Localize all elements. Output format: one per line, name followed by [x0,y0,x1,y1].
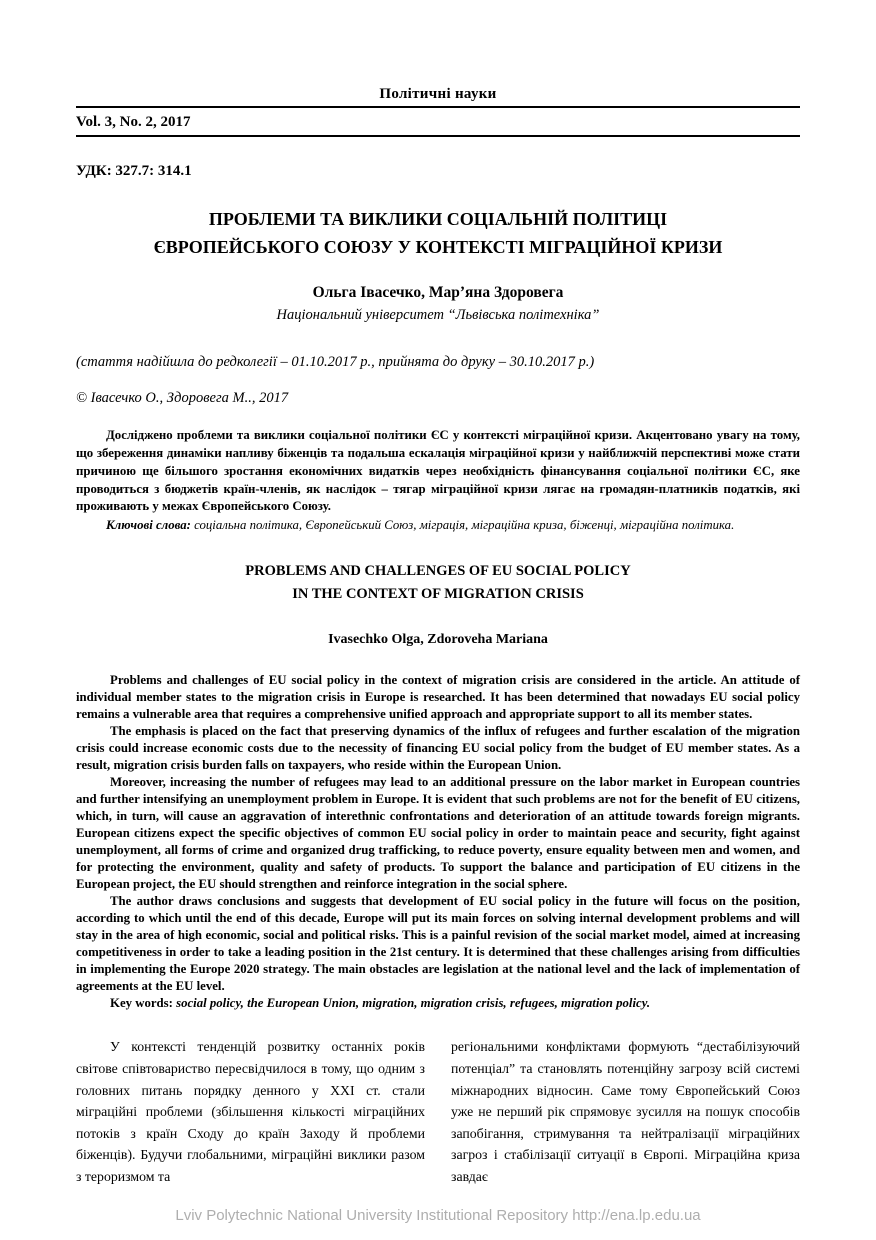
udc-code: УДК: 327.7: 314.1 [76,163,192,179]
header-rule-bottom [76,135,800,137]
running-head-section: Політичні науки [379,86,497,102]
copyright-line: © Івасечко О., Здоровега М.., 2017 [76,389,289,406]
keywords-en-label: Key words: [110,996,173,1011]
body-column-right [451,1036,800,1187]
page-content [76,86,800,1187]
article-title-en-line1: PROBLEMS AND CHALLENGES OF EU SOCIAL POLICY [245,563,631,580]
body-left-paragraph: У контексті тенденцій розвитку останніх років світове співтовариство пересвідчилося в тому, що одним з головних питань порядку денного у XXI ст. стали міграційні проблеми (збільшення кількості міграційних потоків з країн Сходу до країн Заходу й проблеми біженців). Будучи глобальними, міграційні виклики разом з тероризмом та [76,1039,425,1184]
abstract-en-paragraph: The author draws conclusions and suggests that development of EU social policy in the future will focus on the position, according to which until the end of this decade, Europe will put its main forces on solving internal development problems and will stay in the area of high economic, social and political risks. This is a painful revision of the social market model, aimed at increasing competitiveness in order to take a leading position in the 21st century. It is determined that these challenges arising from difficulties in implementing the Europe 2020 strategy. The main obstacles are legislation at the national level and the lack of implementation of agreements at the EU level. [76,894,800,994]
volume-issue: Vol. 3, No. 2, 2017 [76,114,191,130]
repository-watermark: Lviv Polytechnic National University Institutional Repository http://ena.lp.edu.ua [175,1207,701,1224]
abstract-en-paragraph: The emphasis is placed on the fact that preserving dynamics of the influx of refugees and further escalation of the migration crisis could increase economic costs due to the necessity of financing EU social policy from the budget of EU member states. As a result, migration crisis burden falls on taxpayers, who reside within the European Union. [76,724,800,773]
affiliation: Національний університет “Львівська політехніка” [276,306,600,323]
authors-uk: Ольга Івасечко, Мар’яна Здоровега [312,283,564,301]
abstract-en-paragraph: Moreover, increasing the number of refugees may lead to an additional pressure on the labor market in European countries and further intensifying an unemployment problem in Europe. It is evident that such problems are not for the benefit of EU citizens, which, in turn, will cause an aggravation of interethnic confrontations and deterioration of an attitude towards foreign migrants. European citizens expect the specific objectives of common EU social policy in order to maintain peace and security, fight against unemployment, all forms of crime and organized drug trafficking, to reduce poverty, ensure equality between men and women, and for protecting the environment, quality and safety of products. To support the balance and participation of EU citizens in the European project, the EU should strengthen and reinforce integration in the social sphere. [76,775,800,892]
keywords-en-text: social policy, the European Union, migration, migration crisis, refugees, migration policy. [172,996,651,1011]
abstract-uk-paragraph: Досліджено проблеми та виклики соціальної політики ЄС у контексті міграційної кризи. Акцентовано увагу на тому, що збереження динаміки напливу біженців та подальша ескалація міграційної кризи у найближчій перспективі може стати причиною ще більшого зростання економічних видатків через необхідність фінансування соціальної політики ЄС, яке проводиться з бюджетів країн-членів, як наслідок – тягар міграційної кризи лягає на громадян-платників податків, які проживають у межах Європейського Союзу. [76,427,800,514]
article-title-en [76,560,800,605]
article-title-uk [76,206,800,262]
abstract-en [76,672,800,1012]
keywords-uk-text: соціальна політика, Європейський Союз, міграція, міграційна криза, біженці, міграційна політика. [190,518,735,533]
body-right-paragraph: регіональними конфліктами формують “дестабілізуючий потенціал” та становлять потенційну загрозу всій системі міжнародних відносин. Саме тому Європейський Союз уже не перший рік спрямовує зусилля на пошук способів запобігання, стримування та нейтралізації міграційних загроз і стабілізації ситуації в Європі. Міграційна криза завдає [451,1039,800,1184]
keywords-uk-label: Ключові слова: [106,518,191,533]
article-title-en-line2: IN THE CONTEXT OF MIGRATION CRISIS [292,585,584,602]
authors-en: Ivasechko Olga, Zdoroveha Mariana [328,632,548,648]
article-title-uk-line2: ЄВРОПЕЙСЬКОГО СОЮЗУ У КОНТЕКСТІ МІГРАЦІЙНОЇ КРИЗИ [153,236,723,257]
article-title-uk-line1: ПРОБЛЕМИ ТА ВИКЛИКИ СОЦІАЛЬНІЙ ПОЛІТИЦІ [208,209,668,229]
submission-dates-note: (стаття надійшла до редколегії – 01.10.2017 р., прийнята до друку – 30.10.2017 р.) [76,353,595,370]
keywords-en [76,995,800,1012]
body-column-left [76,1036,425,1187]
body-two-columns [76,1036,800,1187]
keywords-uk [76,517,800,535]
abstract-en-paragraph: Problems and challenges of EU social policy in the context of migration crisis are considered in the article. An attitude of individual member states to the migration crisis in Europe is researched. It has been determined that nowadays EU social policy remains a vulnerable area that requires a comprehensive unified approach and appropriate support to all its member states. [76,673,800,722]
header-rule-top [76,106,800,108]
abstract-uk [76,427,800,517]
